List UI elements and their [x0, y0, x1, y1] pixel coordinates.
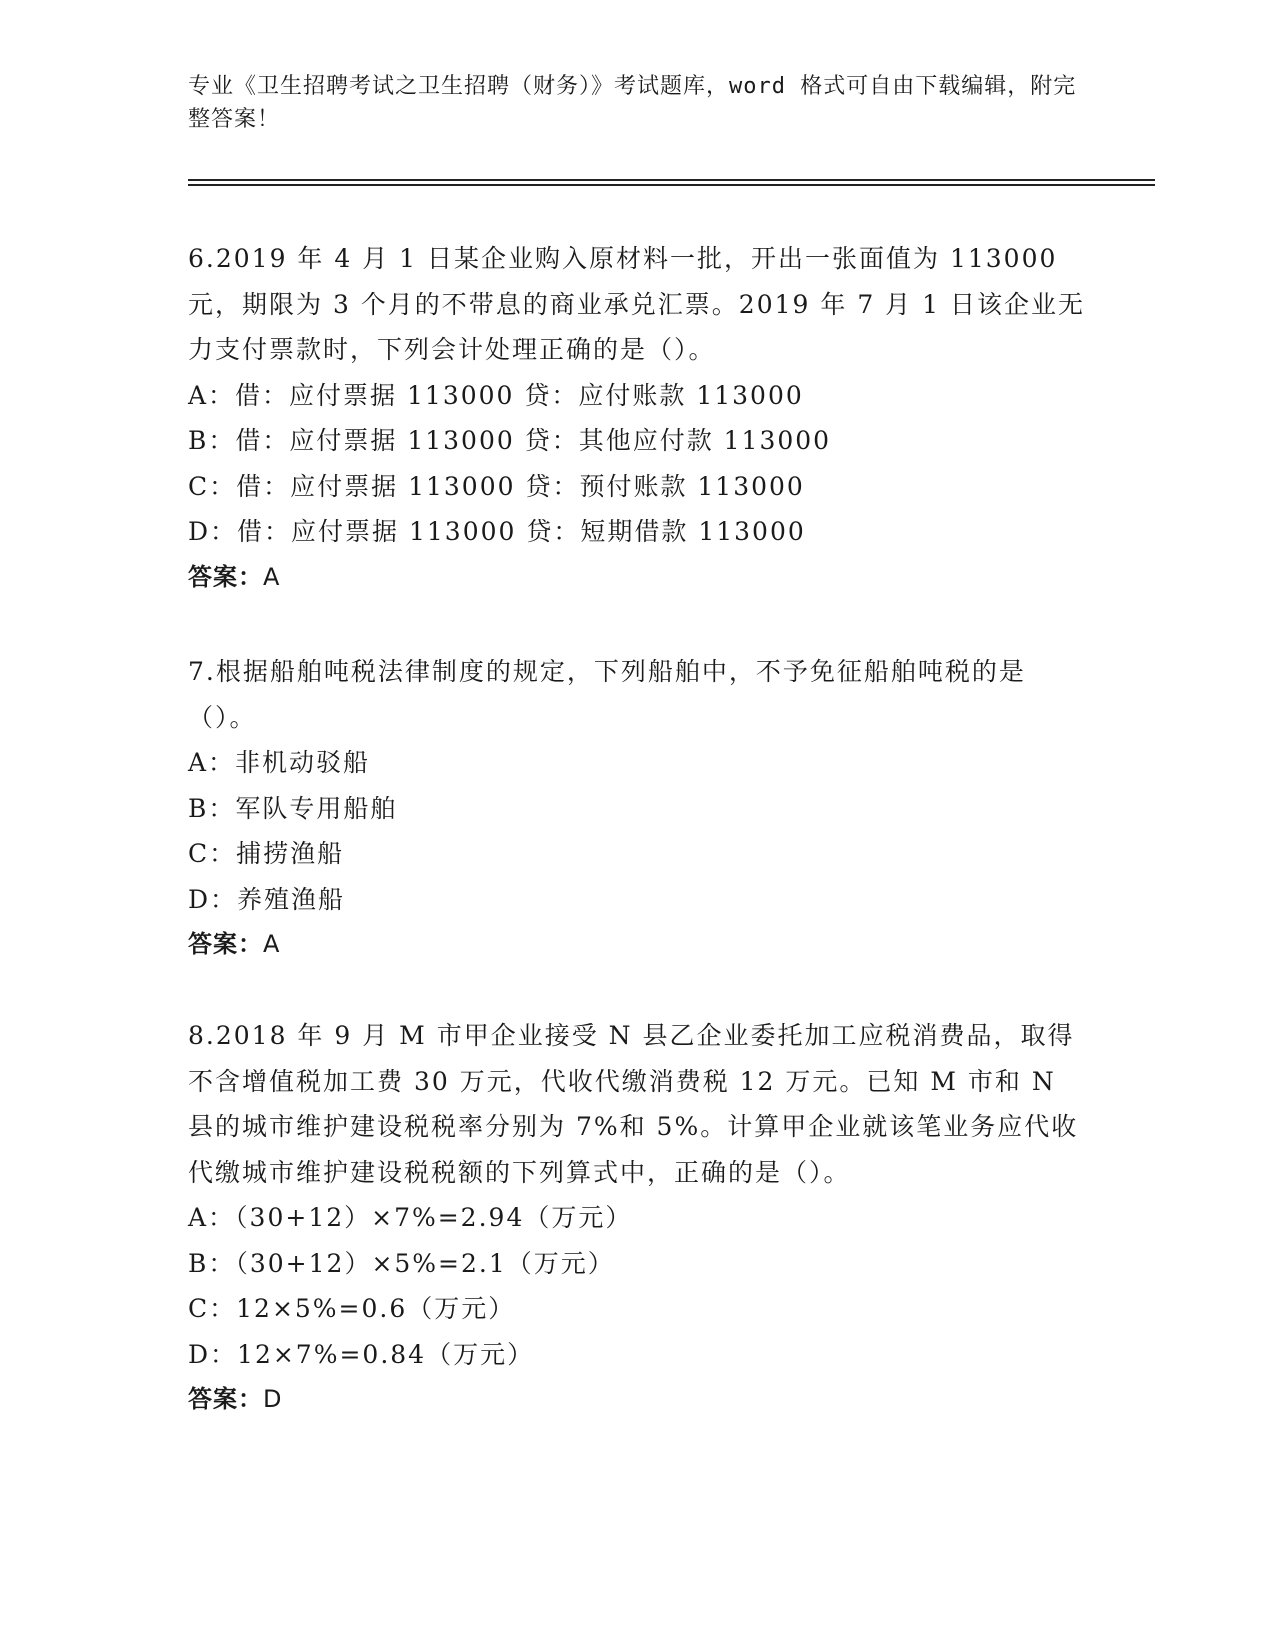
- option-c: C：借：应付票据 113000 贷：预付账款 113000: [188, 471, 805, 501]
- answer-line: [188, 555, 1088, 601]
- question-7: [188, 649, 1088, 968]
- question-stem: 7.根据船舶吨税法律制度的规定，下列船舶中，不予免征船舶吨税的是（）。: [188, 657, 1026, 732]
- answer-label: 答案：: [188, 562, 263, 591]
- header-divider-bottom: [188, 184, 1155, 186]
- option-b: B：借：应付票据 113000 贷：其他应付款 113000: [188, 426, 832, 455]
- question-6: [188, 236, 1088, 600]
- option-d: D：12×7%=0.84（万元）: [188, 1339, 535, 1369]
- question-stem: 6.2019 年 4 月 1 日某企业购入原材料一批，开出一张面值为 113000 元，期限为 3 个月的不带息的商业承兑汇票。2019 年 7 月 1 日该企业无力支付票款时，下列会计处理正确的是（）。: [188, 244, 1085, 364]
- option-b: B：（30+12）×5%=2.1（万元）: [188, 1248, 615, 1278]
- option-d: D：养殖渔船: [188, 884, 346, 914]
- question-8: [188, 1013, 1088, 1423]
- header-divider-top: [188, 179, 1155, 181]
- option-a: A：借：应付票据 113000 贷：应付账款 113000: [188, 380, 804, 410]
- question-stem: 8.2018 年 9 月 M 市甲企业接受 N 县乙企业委托加工应税消费品，取得不含增值税加工费 30 万元，代收代缴消费税 12 万元。已知 M 市和 N 县的城市维护建设税税率分别为 7%和 5%。计算甲企业就该笔业务应代收代缴城市维护建设税税额的下列算式中，正确的是（）。: [188, 1021, 1079, 1187]
- answer-line: [188, 922, 1088, 968]
- answer-line: [188, 1377, 1088, 1423]
- answer-label: 答案：: [188, 930, 263, 958]
- option-d: D：借：应付票据 113000 贷：短期借款 113000: [188, 517, 806, 546]
- answer-value: A: [263, 562, 281, 591]
- option-c: C：12×5%=0.6（万元）: [188, 1294, 516, 1323]
- option-b: B：军队专用船舶: [188, 793, 398, 823]
- answer-value: D: [263, 1385, 283, 1413]
- document-header: 专业《卫生招聘考试之卫生招聘（财务）》考试题库，word 格式可自由下载编辑，附完整答案！: [188, 74, 1077, 132]
- answer-label: 答案：: [188, 1385, 263, 1413]
- option-a: A：（30+12）×7%=2.94（万元）: [188, 1203, 633, 1232]
- option-a: A：非机动驳船: [188, 748, 371, 777]
- option-c: C：捕捞渔船: [188, 839, 345, 868]
- answer-value: A: [263, 930, 281, 958]
